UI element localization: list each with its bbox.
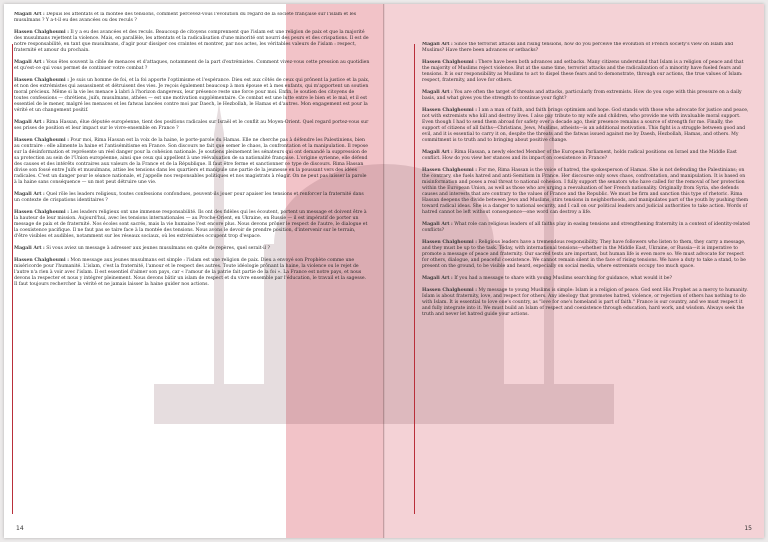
paragraph-text: Quel rôle les leaders religieux, toutes confessions confondues, peuvent-ils jouer pour apaiser les tensions et renforcer la fraternité dans un contexte de crispations identitaires ? <box>14 192 364 203</box>
paragraph-text: Vous êtes souvent la cible de menaces et d'attaques, notamment de la part d'extrémistes. Comment vivez-vous cette pression au quotidien et qu'est-ce qui vous permet de continuer votre combat ? <box>14 60 370 71</box>
paragraph-text: Rima Hassan, élue députée européenne, tient des positions radicales sur Israël et le conflit au Moyen-Orient. Quel regard portez-vous sur ses prises de position et leur impact sur le vivre-ensemble en France ? <box>14 120 369 131</box>
paragraph-text: My message to young Muslims is simple: Islam is a religion of peace. God sent His Prophet as a mercy to humanity. Islam is about fraternity, love, and respect for others. Any ideology that promotes hatred, violence, or rejection of others has nothing to do with Islam. It is essential to love one's country, as "love for one's homeland is part of faith." France is our country, and we must respect it and fully integrate into it. We must build an Islam of respect and coexistence through education, hard work, and wisdom. Always seek the truth and never let hatred guide your actions. <box>422 288 748 317</box>
speaker-name: Magali Art : <box>14 120 45 125</box>
magazine-spread <box>4 4 764 538</box>
right-accent-rule <box>414 44 415 514</box>
paragraph-text: Depuis les attentats et la montée des tensions, comment percevez-vous l'évolution du regard de la société française sur l'islam et les musulmans ? Y a-t-il eu des avancées ou des reculs ? <box>14 12 357 23</box>
speaker-name: Magali Art : <box>422 150 453 155</box>
interview-paragraph <box>422 168 752 216</box>
page-number-right: 15 <box>744 525 752 532</box>
speaker-name: Magali Art : <box>14 60 45 65</box>
paragraph-text: I am a man of faith, and faith brings optimism and hope. God stands with those who advocate for justice and peace, not with extremists who kill and destroy lives. I also pay tribute to my wife and children, who provide me with invaluable moral support. Even though I had to send them abroad for safety over a decade ago, their presence remains a source of strength for me. Finally, the support of citizens of all faiths—Christians, Jews, Muslims, atheists—is an additional motivation. This fight is a struggle between good and evil, and it is essential to carry it on, despite the threats and the fatwas issued against me by Daesh, Hezbollah, Hamas, and others. My commitment is to truth and to bringing about positive change. <box>422 108 749 143</box>
paragraph-text: You are often the target of threats and attacks, particularly from extremists. How do you cope with this pressure on a daily basis, and what gives you the strength to continue your fight? <box>422 90 742 101</box>
speaker-name: Hassen Chalghoumi : <box>14 258 69 263</box>
speaker-name: Hassen Chalghoumi : <box>422 108 477 113</box>
paragraph-text: If you had a message to share with young Muslims searching for guidance, what would it be? <box>454 276 672 281</box>
paragraph-text: There have been both advances and setbacks. Many citizens understand that Islam is a religion of peace and that the majority of Muslims reject violence. But at the same time, terrorist attacks and the radicalization of a minority have fueled fears and tensions. It is our responsibility as Muslims to act to dispel these fears and to demonstrate, through our actions, the true values of Islam: respect, fraternity, and love for others. <box>422 60 744 83</box>
interview-paragraph <box>14 138 370 186</box>
interview-paragraph <box>422 222 752 234</box>
speaker-name: Magali Art : <box>422 42 453 47</box>
speaker-name: Hassen Chalghoumi : <box>422 60 477 65</box>
paragraph-text: Je suis un homme de foi, et la foi apporte l'optimisme et l'espérance. Dieu est aux côtés de ceux qui prônent la justice et la paix, et non des extrémistes qui assassinent et détruisent des vies. Je reçois également beaucoup à mon épouse et à mes enfants, qui m'apportent un soutien moral précieux. Même si la vie les menace à labri à l'horizon dangereux, leur présence reste une force pour moi. Enfin, le soutien des citoyens de toutes confessions — chrétiens, juifs, musulmans, athées — est une motivation supplémentaire. Ce combat est une lutte entre le bien et le mal, et il est essentiel de le mener, malgré les menaces et les fatwas lancées contre moi par Daech, le Hezbollah, le Hamas et d'autres. Mon engagement est pour la vérité et un changement positif. <box>14 78 370 113</box>
interview-paragraph <box>14 192 370 204</box>
interview-paragraph <box>422 150 752 162</box>
speaker-name: Hassen Chalghoumi : <box>14 210 69 215</box>
interview-paragraph <box>422 60 752 84</box>
paragraph-text: Since the terrorist attacks and rising tensions, how do you perceive the evolution of French society's view on Islam and Muslims? Have there been advances or setbacks? <box>422 42 734 53</box>
paragraph-text: Si vous aviez un message à adresser aux jeunes musulmans en quête de repères, quel serait-il ? <box>46 246 271 251</box>
paragraph-text: Mon message aux jeunes musulmans est simple : l'islam est une religion de paix. Dieu a envoyé son Prophète comme une miséricorde pour l'humanité. L'islam, c'est la fraternité, l'amour et le respect des autres. Toute idéologie prônant la haine, la violence ou le rejet de l'autre n'a rien à voir avec l'islam. Il est essentiel d'aimer son pays, car « l'amour de la patrie fait partie de la foi ». La France est notre pays, et nous devons la respecter et nous y intégrer pleinement. Nous devons bâtir un islam de respect et du vivre ensemble par l'éducation, le travail et la sagesse. Il faut toujours rechercher la vérité et ne jamais laisser la haine guider nos actions. <box>14 258 367 287</box>
interview-paragraph <box>422 288 752 318</box>
speaker-name: Hassen Chalghoumi : <box>422 168 477 173</box>
left-page-text <box>14 12 370 522</box>
speaker-name: Hassen Chalghoumi : <box>14 30 69 35</box>
book-spine <box>383 4 385 538</box>
speaker-name: Hassen Chalghoumi : <box>422 288 477 293</box>
paragraph-text: For me, Rima Hassan is the voice of hatred, the spokesperson of Hamas. She is not defending the Palestinians; on the contrary, she fuels hatred and anti-Semitism in France. Her discourse only sows chaos, confrontation, and manipulation. It is based on misinformation and poses a real threat to national cohesion. I fully support the senators who have called for the removal of her protection within the European Union, as well as those who are urging a reevaluation of her French nationality. Originally from Syria, she defends causes and interests that are contrary to the values of France and the Republic. We must be firm and sanction this type of rhetoric. Rima Hassan deepens the divide between Jews and Muslims, stirs tensions in neighborhoods, and manipulates part of the youth by pushing them toward radical ideas. She is a danger to national security, and I call on our political leaders and judicial authorities to take action. Words of hatred cannot be left without consequence—one word can destroy a life. <box>422 168 749 215</box>
interview-paragraph <box>422 240 752 270</box>
speaker-name: Magali Art : <box>422 90 453 95</box>
interview-paragraph <box>14 210 370 240</box>
speaker-name: Hassen Chalghoumi : <box>14 78 69 83</box>
paragraph-text: Religious leaders have a tremendous responsibility. They have followers who listen to them, they carry a message, and they must be up to the task. Today, with international tensions—whether in the Middle East, Ukraine, or Russia—it is imperative to promote a message of peace and fraternity. Our sacred texts are important, but human life is even more so. We must advocate for respect for others, dialogue, and peaceful coexistence. We cannot remain silent in the face of rising tensions. We have a duty to take a stand, to be present on the ground, to be visible and heard, especially on social media, where extremists occupy too much space. <box>422 240 746 269</box>
left-accent-rule <box>12 44 13 514</box>
paragraph-text: Rima Hassan, a newly elected Member of the European Parliament, holds radical positions on Israel and the Middle East conflict. How do you view her stances and its impact on coexistence in France? <box>422 150 737 161</box>
interview-paragraph <box>14 120 370 132</box>
interview-paragraph <box>422 108 752 144</box>
paragraph-text: Pour moi, Rima Hassan est la voix de la haine, le porte-parole du Hamas. Elle ne cherche pas à défendre les Palestiniens, bien au contraire : elle alimente la haine et l'antisémitisme en France. Son discours ne fait que semer le chaos, la confrontation et la manipulation. Il repose sur la désinformation et représente un réel danger pour la cohésion nationale. Je soutiens pleinement les sénateurs qui ont demandé la suppression de sa protection au sein de l'Union européenne, ainsi que ceux qui appellent à une réévaluation de sa nationalité française. L'origine syrienne, elle défend des causes et des intérêts contraires aux valeurs de la France et de la République. Il faut être ferme et sanctionner ce type de discours. Rima Hassan divise son fossé entre Juifs et musulmans, attise les tensions dans les quartiers et manipule une partie de la jeunesse en la poussant vers des idées radicales. C'est un danger pour le séance nationale, et j'appelle nos responsables politiques et nos magistrats à réagir. On ne peut pas laisser la parole à la haine sans conséquence — un mot peut détruire une vie. <box>14 138 368 185</box>
interview-paragraph <box>14 78 370 114</box>
interview-paragraph <box>14 12 370 24</box>
speaker-name: Magali Art : <box>14 12 45 17</box>
speaker-name: Magali Art : <box>422 276 453 281</box>
speaker-name: Hassen Chalghoumi : <box>422 240 477 245</box>
interview-paragraph <box>14 60 370 72</box>
paragraph-text: Il y a eu des avancées et des reculs. Beaucoup de citoyens comprennent que l'islam est une religion de paix et que la majorité des musulmans rejettent la violence. Mais, en parallèle, les attentats et la radicalisation d'une minorité ont nourri des peurs et des crispations. Il est de notre responsabilité, en tant que musulmans, d'agir pour dissiper ces craintes et montrer, par nos actes, les véritables valeurs de l'islam : respect, fraternité et amour du prochain. <box>14 30 369 53</box>
interview-paragraph <box>422 90 752 102</box>
speaker-name: Hassen Chalghoumi : <box>14 138 69 143</box>
interview-paragraph <box>14 30 370 54</box>
speaker-name: Magali Art : <box>14 246 45 251</box>
right-page-text <box>422 42 752 522</box>
speaker-name: Magali Art : <box>14 192 45 197</box>
interview-paragraph <box>14 246 370 252</box>
interview-paragraph <box>422 42 752 54</box>
interview-paragraph <box>14 258 370 288</box>
interview-paragraph <box>422 276 752 282</box>
page-number-left: 14 <box>16 525 24 532</box>
paragraph-text: Les leaders religieux ont une immense responsabilité. Ils ont des fidèles qui les écoutent, portent un message et doivent être à la hauteur de leur mission. Aujourd'hui, avec les tensions internationales — au Proche-Orient, en Ukraine, en Russie — il est impératif de porter un message de paix et de fraternité. Nos écoles sont sacrés, mais la vie humaine l'est encore plus. Nous devons prôner le respect de l'autre, le dialogue et la coexistence pacifique. Il ne faut pas se taire face à la montée des tensions. Nous avons le devoir de prendre position, d'intervenir sur le terrain, d'être visibles et audibles, notamment sur les réseaux sociaux, où les extrémistes occupent trop d'espace. <box>14 210 368 239</box>
paragraph-text: What role can religious leaders of all faiths play in easing tensions and strengthening fraternity in a context of identity-related conflicts? <box>422 222 750 233</box>
speaker-name: Magali Art : <box>422 222 453 227</box>
